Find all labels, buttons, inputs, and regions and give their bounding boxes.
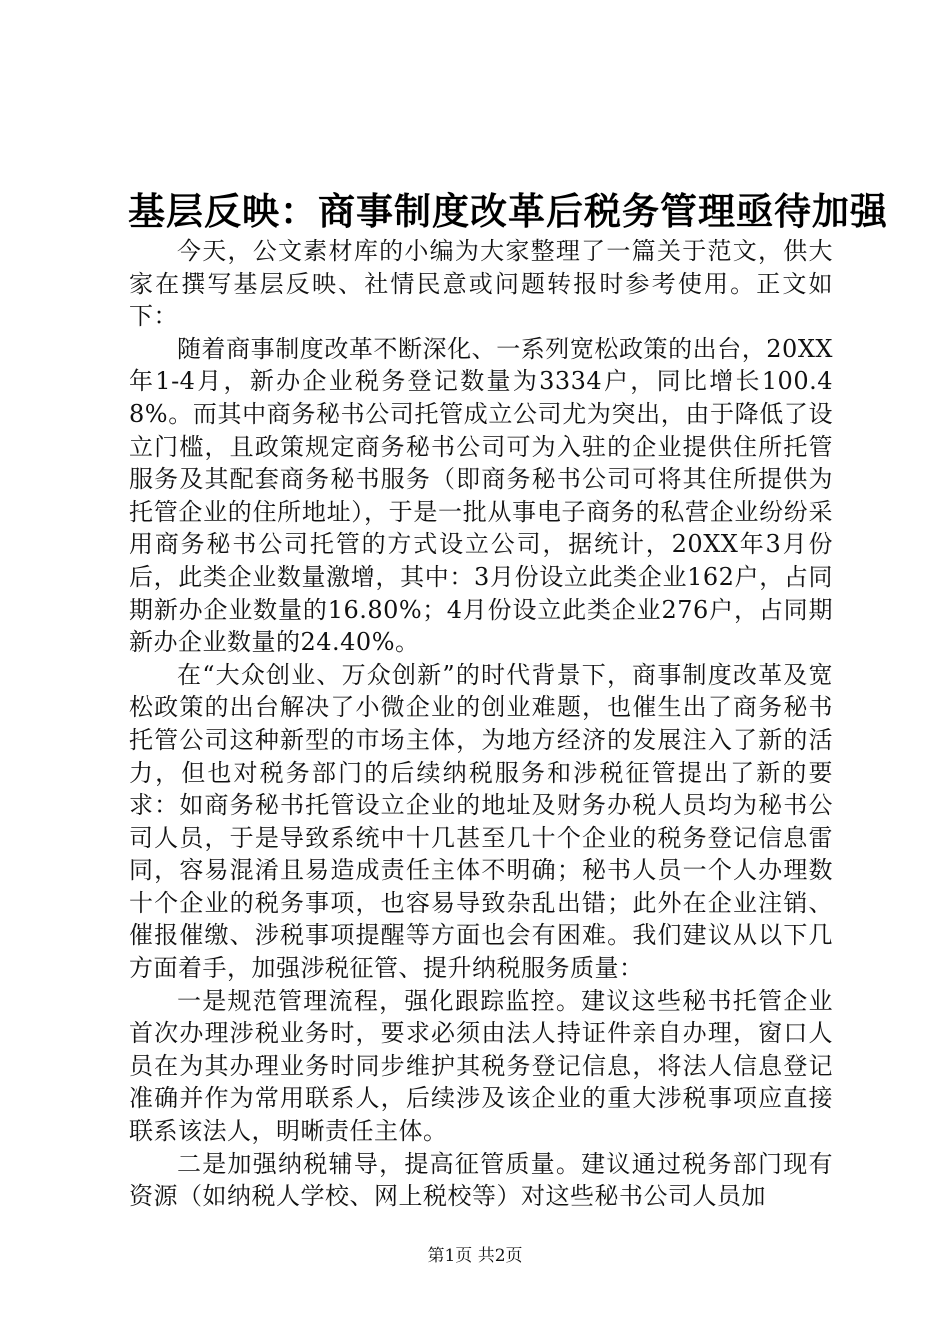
paragraph-suggestion-two: 二是加强纳税辅导，提高征管质量。建议通过税务部门现有资源（如纳税人学校、网上税校等）对这些秘书公司人员加 — [129, 1149, 833, 1211]
paragraph-analysis: 在“大众创业、万众创新”的时代背景下，商事制度改革及宽松政策的出台解决了小微企业的创业难题，也催生出了商务秘书托管公司这种新型的市场主体，为地方经济的发展注入了新的活力，但也对税务部门的后续纳税服务和涉税征管提出了新的要求：如商务秘书托管设立企业的地址及财务办税人员均为秘书公司人员，于是导致系统中十几甚至几十个企业的税务登记信息雷同，容易混淆且易造成责任主体不明确；秘书人员一个人办理数十个企业的税务事项，也容易导致杂乱出错；此外在企业注销、催报催缴、涉税事项提醒等方面也会有困难。我们建议从以下几方面着手，加强涉税征管、提升纳税服务质量： — [129, 660, 833, 983]
paragraph-background: 随着商事制度改革不断深化、一系列宽松政策的出台，20XX年1-4月，新办企业税务登记数量为3334户，同比增长100.48%。而其中商务秘书公司托管成立公司尤为突出，由于降低了设立门槛，且政策规定商务秘书公司可为入驻的企业提供住所托管服务及其配套商务秘书服务（即商务秘书公司可将其住所提供为托管企业的住所地址），于是一批从事电子商务的私营企业纷纷采用商务秘书公司托管的方式设立公司，据统计，20XX年3月份后，此类企业数量激增，其中：3月份设立此类企业162户，占同期新办企业数量的16.80%；4月份设立此类企业276户，占同期新办企业数量的24.40%。 — [129, 334, 833, 657]
document-title: 基层反映：商事制度改革后税务管理亟待加强 — [128, 189, 888, 233]
paragraph-intro: 今天，公文素材库的小编为大家整理了一篇关于范文，供大家在撰写基层反映、社情民意或问题转报时参考使用。正文如下： — [129, 237, 833, 331]
document-body — [129, 235, 833, 1213]
paragraph-suggestion-one: 一是规范管理流程，强化跟踪监控。建议这些秘书托管企业首次办理涉税业务时，要求必须由法人持证件亲自办理，窗口人员在为其办理业务时同步维护其税务登记信息，将法人信息登记准确并作为常用联系人，后续涉及该企业的重大涉税事项应直接联系该法人，明晰责任主体。 — [129, 986, 833, 1146]
page-number-footer: 第1页 共2页 — [427, 1246, 523, 1266]
